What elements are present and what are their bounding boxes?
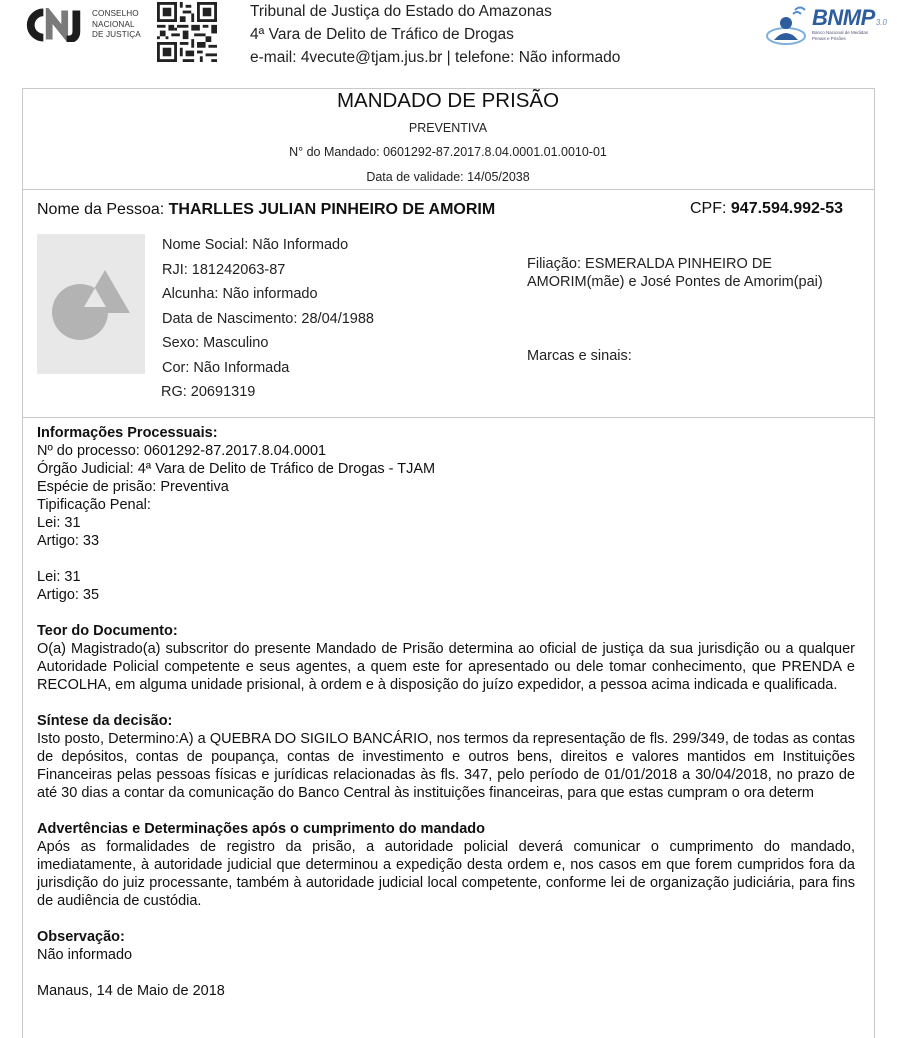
- decision-summary: [37, 712, 855, 802]
- filiation: Filiação: ESMERALDA PINHEIRO DE AMORIM(mãe) e José Pontes de Amorim(pai): [527, 256, 823, 290]
- process-number: Nº do processo: 0601292-87.2017.8.04.0001: [37, 443, 327, 459]
- bnmp-subtitle-line: Penais e Prisões: [812, 35, 846, 41]
- bnmp-title-row: [812, 6, 887, 30]
- advertencias-text: Após as formalidades de registro da prisão, a autoridade policial deverá comunicar o cumprimento do mandado, imediatamente, à autoridade judicial que determinou a expedição desta ordem e, nos casos em que forem cumpridos fora da jurisdição do juiz processante, também à autoridade judicial local competente, conforme lei de organização judiciária, para fins de audiência de custódia.: [37, 839, 855, 909]
- document-title: MANDADO DE PRISÃO: [336, 89, 560, 112]
- mandate-number-value: 0601292-87.2017.8.04.0001.01.0010-01: [383, 145, 607, 159]
- person-name: [37, 200, 495, 219]
- court-name: Tribunal de Justiça do Estado do Amazonas: [250, 3, 552, 20]
- validity-date: [22, 170, 874, 185]
- cpf-label: CPF:: [690, 200, 727, 217]
- person-name-label: Nome da Pessoa:: [37, 201, 165, 218]
- bnmp-wordmark: [812, 6, 887, 41]
- cnj-subtitle-line: CONSELHO: [92, 9, 139, 19]
- person-cpf: [690, 199, 843, 218]
- rg: RG: 20691319: [161, 384, 256, 400]
- body-sections: [37, 424, 855, 1000]
- mandate-number: [22, 145, 874, 160]
- place-date: Manaus, 14 de Maio de 2018: [37, 983, 225, 999]
- processual-info: [37, 424, 855, 604]
- alias: Alcunha: Não informado: [162, 286, 318, 302]
- court-division: 4ª Vara de Delito de Tráfico de Drogas: [250, 26, 514, 43]
- qr-code-icon: [157, 2, 217, 62]
- penal-typification: Tipificação Penal:: [37, 497, 151, 513]
- title-block: [22, 88, 874, 185]
- teor-text: O(a) Magistrado(a) subscritor do presente Mandado de Prisão determina ao oficial de justiça da sua jurisdição ou a qualquer Autoridade Policial competente e seus agentes, a quem este for apresentado ou dele tomar conhecimento, que PRENDA e RECOLHA, em alguma unidade prisional, à ordem e à disposição do juízo expedidor, a pessoa acima indicada e qualificada.: [37, 641, 855, 693]
- arrest-type: Espécie de prisão: Preventiva: [37, 479, 229, 495]
- sintese-text: Isto posto, Determino:A) a QUEBRA DO SIGILO BANCÁRIO, nos termos da representação de fls. 299/349, de todas as contas de depósitos, contas de poupança, contas de investimento e outros bens, direitos e valores mantidos em Instituições Financeiras pelas pessoas físicas e jurídicas relacionadas às fls. 347, pelo período de 01/01/2018 a 30/04/2018, no prazo de até 30 dias a contar da comunicação do Banco Central às instituições financeiras, para que estas cumpram o ora determ: [37, 731, 855, 801]
- mandate-number-label: N° do Mandado:: [289, 145, 380, 159]
- bnmp-subtitle-line: Banco Nacional de Medidas: [812, 30, 869, 35]
- law-2: Lei: 31: [37, 569, 81, 585]
- document-content: [37, 622, 855, 694]
- bnmp-logo: [766, 6, 887, 46]
- sintese-heading: Síntese da decisão:: [37, 713, 173, 729]
- observacao-text: Não informado: [37, 947, 133, 963]
- marks-and-signs: Marcas e sinais:: [527, 348, 632, 364]
- person-name-value: THARLLES JULIAN PINHEIRO DE AMORIM: [168, 201, 496, 218]
- bnmp-version: 3.0: [875, 18, 887, 27]
- warnings: [37, 820, 855, 910]
- image-placeholder-icon: [37, 234, 145, 374]
- bnmp-title: BNMP: [812, 5, 875, 30]
- birth-date: Data de Nascimento: 28/04/1988: [162, 310, 374, 327]
- validity-value: 14/05/2038: [467, 170, 530, 184]
- processual-heading: Informações Processuais:: [37, 425, 218, 441]
- cpf-value: 947.594.992-53: [730, 200, 844, 217]
- court-contact: e-mail: 4vecute@tjam.jus.br | telefone: Não informado: [250, 49, 621, 66]
- document-type: PREVENTIVA: [408, 121, 488, 135]
- photo-placeholder: [37, 234, 145, 374]
- advertencias-heading: Advertências e Determinações após o cumprimento do mandado: [37, 821, 486, 837]
- social-name: Nome Social: Não Informado: [162, 237, 349, 253]
- court-info: [250, 0, 620, 69]
- spacer: [37, 550, 855, 568]
- cnj-subtitle: [92, 9, 141, 41]
- divider: [22, 189, 875, 190]
- observation: [37, 928, 855, 964]
- rji: RJI: 181242063-87: [162, 261, 286, 278]
- cnj-subtitle-line: NACIONAL: [92, 19, 135, 29]
- color: Cor: Não Informada: [162, 359, 290, 376]
- cnj-subtitle-line: DE JUSTIÇA: [92, 30, 141, 40]
- cnj-logo: [22, 8, 141, 42]
- judicial-organ: Órgão Judicial: 4ª Vara de Delito de Tráfico de Drogas - TJAM: [37, 461, 436, 477]
- divider: [22, 417, 875, 418]
- person-fields: [162, 233, 374, 405]
- article-2: Artigo: 35: [37, 587, 100, 603]
- law-1: Lei: 31: [37, 515, 81, 531]
- bnmp-person-icon: [766, 6, 810, 46]
- validity-label: Data de validade:: [366, 170, 464, 184]
- cnj-logo-icon: [22, 8, 88, 42]
- observacao-heading: Observação:: [37, 929, 125, 945]
- teor-heading: Teor do Documento:: [37, 623, 178, 639]
- bnmp-subtitle: [812, 30, 887, 41]
- sex: Sexo: Masculino: [162, 335, 269, 351]
- article-1: Artigo: 33: [37, 533, 100, 549]
